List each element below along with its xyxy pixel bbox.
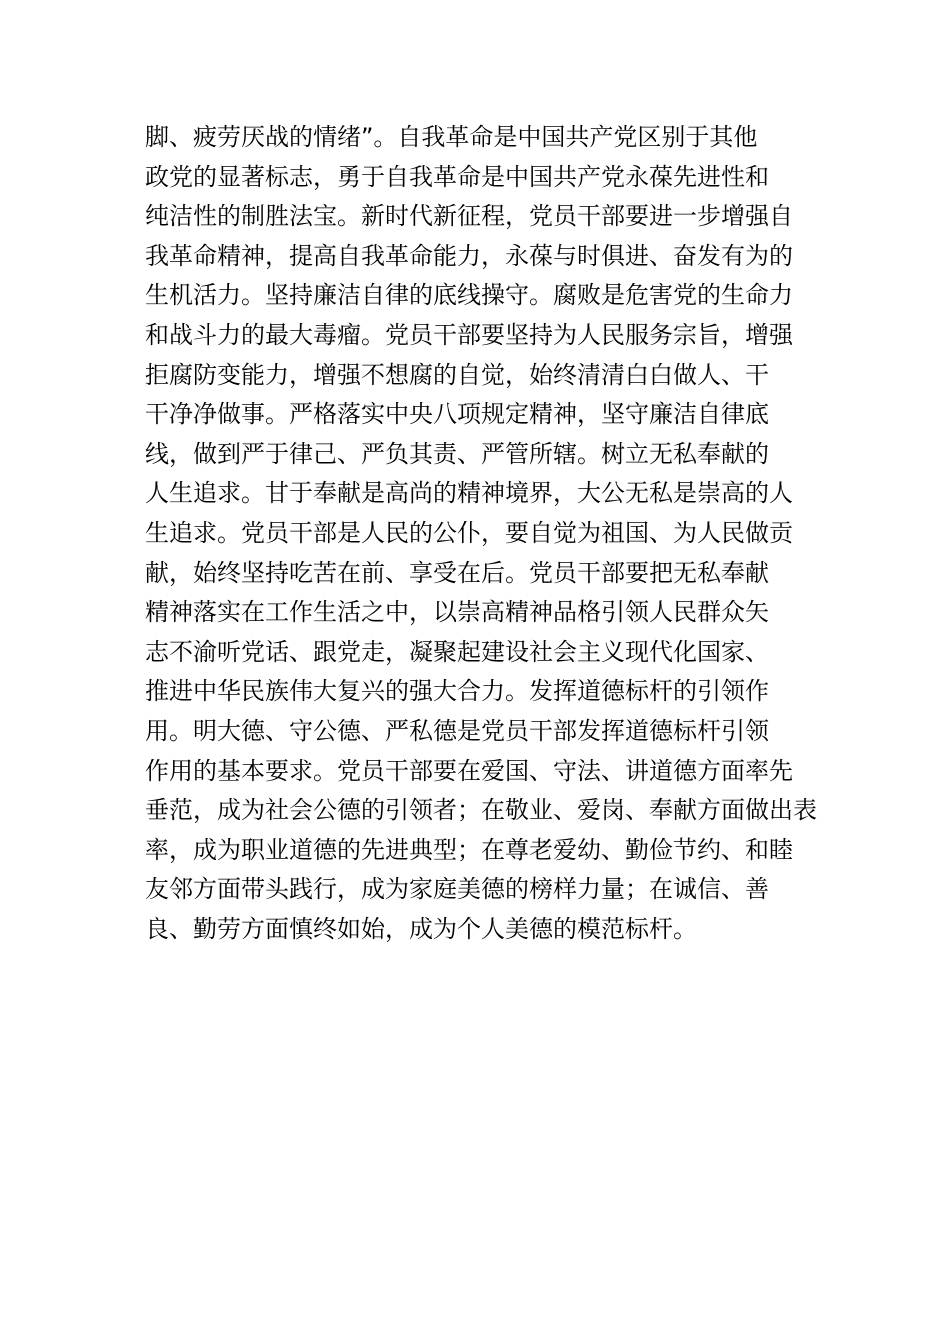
text-line: 率，成为职业道德的先进典型；在尊老爱幼、勤俭节约、和睦 (145, 835, 793, 864)
text-line: 垂范，成为社会公德的引领者；在敬业、爱岗、奉献方面做出表 (145, 796, 817, 825)
text-line: 作用的基本要求。党员干部要在爱国、守法、讲道德方面率先 (145, 756, 793, 785)
text-line: 人生追求。甘于奉献是高尚的精神境界，大公无私是崇高的人 (145, 479, 793, 508)
text-line: 线，做到严于律己、严负其责、严管所辖。树立无私奉献的 (145, 439, 769, 468)
text-line: 纯洁性的制胜法宝。新时代新征程，党员干部要进一步增强自 (145, 202, 793, 231)
text-line: 生追求。党员干部是人民的公仆，要自觉为祖国、为人民做贡 (145, 518, 793, 547)
body-paragraph (145, 118, 835, 949)
text-line: 推进中华民族伟大复兴的强大合力。发挥道德标杆的引领作 (145, 677, 769, 706)
text-line: 和战斗力的最大毒瘤。党员干部要坚持为人民服务宗旨，增强 (145, 320, 793, 349)
text-line: 友邻方面带头践行，成为家庭美德的榜样力量；在诚信、善 (145, 875, 769, 904)
text-line: 干净净做事。严格落实中央八项规定精神，坚守廉洁自律底 (145, 400, 769, 429)
text-line: 志不渝听党话、跟党走，凝聚起建设社会主义现代化国家、 (145, 637, 769, 666)
text-line: 用。明大德、守公德、严私德是党员干部发挥道德标杆引领 (145, 716, 769, 745)
text-line: 我革命精神，提高自我革命能力，永葆与时俱进、奋发有为的 (145, 241, 793, 270)
text-line: 脚、疲劳厌战的情绪”。自我革命是中国共产党区别于其他 (145, 123, 758, 151)
text-line: 献，始终坚持吃苦在前、享受在后。党员干部要把无私奉献 (145, 558, 769, 587)
text-line: 良、勤劳方面慎终如始，成为个人美德的模范标杆。 (145, 914, 697, 943)
text-line: 生机活力。坚持廉洁自律的底线操守。腐败是危害党的生命力 (145, 281, 793, 310)
text-line: 政党的显著标志，勇于自我革命是中国共产党永葆先进性和 (145, 162, 769, 191)
text-line: 精神落实在工作生活之中，以崇高精神品格引领人民群众矢 (145, 598, 769, 627)
text-line: 拒腐防变能力，增强不想腐的自觉，始终清清白白做人、干 (145, 360, 769, 389)
